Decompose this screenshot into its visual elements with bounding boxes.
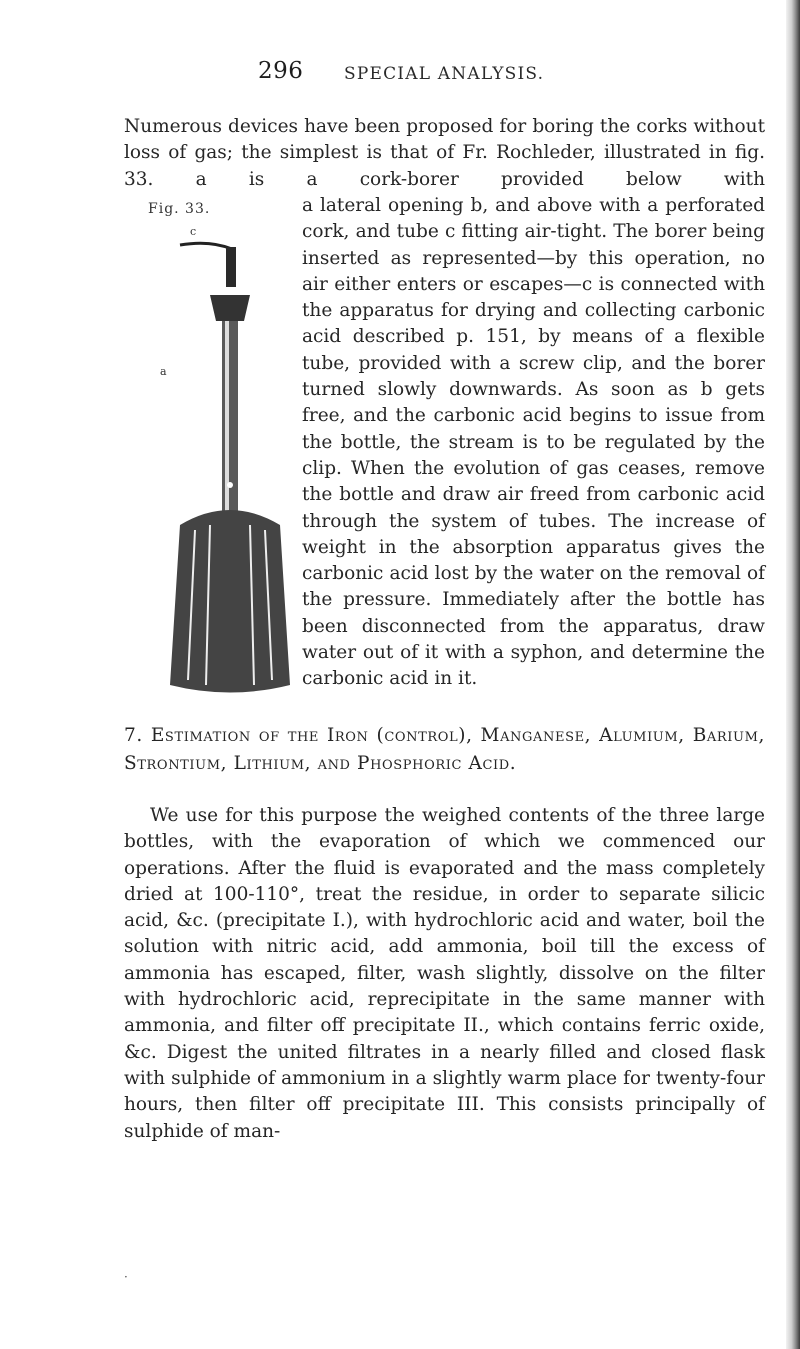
running-head: SPECIAL ANALYSIS. <box>344 64 545 84</box>
intro-text-beside-figure: a lateral opening b, and above with a perforated cork, and tube c fitting air-tight. The borer being inserted as represented—by this operation, no air either enters or escapes—c is connected with the apparatus for drying and collecting carbonic acid described p. 151, by means of a flexible tube, provided with a screw clip, and the borer turned slowly downwards. As soon as b gets free, and the carbonic acid begins to issue from the bottle, the stream is to be regulated by the clip. When the evolution of gas ceases, remove the bottle and draw air freed from carbonic acid through the system of tubes. The increase of weight in the absorption apparatus gives the carbonic acid lost by the water on the removal of the pressure. Immediately after the bottle has been disconnected from the apparatus, draw water out of it with a syphon, and determine the carbonic acid in it. <box>302 195 765 690</box>
figure-label-c: c <box>190 225 197 238</box>
tube-c-vertical <box>226 247 236 287</box>
figure-label-a: a <box>160 365 167 378</box>
perforated-cork <box>210 295 250 321</box>
page-edge-shadow <box>786 0 800 1349</box>
page-number: 296 <box>258 58 304 84</box>
borer-tube-a <box>222 321 238 521</box>
borer-highlight <box>225 321 229 521</box>
section-heading: 7. Estimation of the Iron (control), Manganese, Alumium, Barium, Strontium, Lithium, and Phosphoric Acid. <box>124 725 765 774</box>
intro-text-wide: Numerous devices have been proposed for boring the corks without loss of gas; the simplest is that of Fr. Rochleder, illustrated in fig. 33. a is a cork-borer provided below with <box>124 116 765 190</box>
footer-mark: · <box>124 1270 128 1284</box>
figure-caption: Fig. 33. <box>148 201 211 217</box>
page-header <box>0 58 800 88</box>
intro-paragraph-top <box>124 114 765 193</box>
section-body-paragraph: We use for this purpose the weighed contents of the three large bottles, with the evaporation of which we commenced our operations. After the fluid is evaporated and the mass completely dried at 100-110°, treat the residue, in order to separate silicic acid, &c. (precipitate I.), with hydrochloric acid and water, boil the solution with nitric acid, add ammonia, boil till the excess of ammonia has escaped, filter, wash slightly, dissolve on the filter with hydrochloric acid, reprecipitate in the same manner with ammonia, and filter off precipitate II., which contains ferric oxide, &c. Digest the united filtrates in a nearly filled and closed flask with sulphide of ammonium in a slightly warm place for twenty-four hours, then filter off precipitate III. This consists principally of sulphide of man- <box>124 805 765 1142</box>
cork-borer-illustration <box>140 225 300 695</box>
intro-paragraph-beside-figure <box>302 193 765 693</box>
lateral-opening-b <box>227 482 233 488</box>
tube-c <box>180 243 232 249</box>
